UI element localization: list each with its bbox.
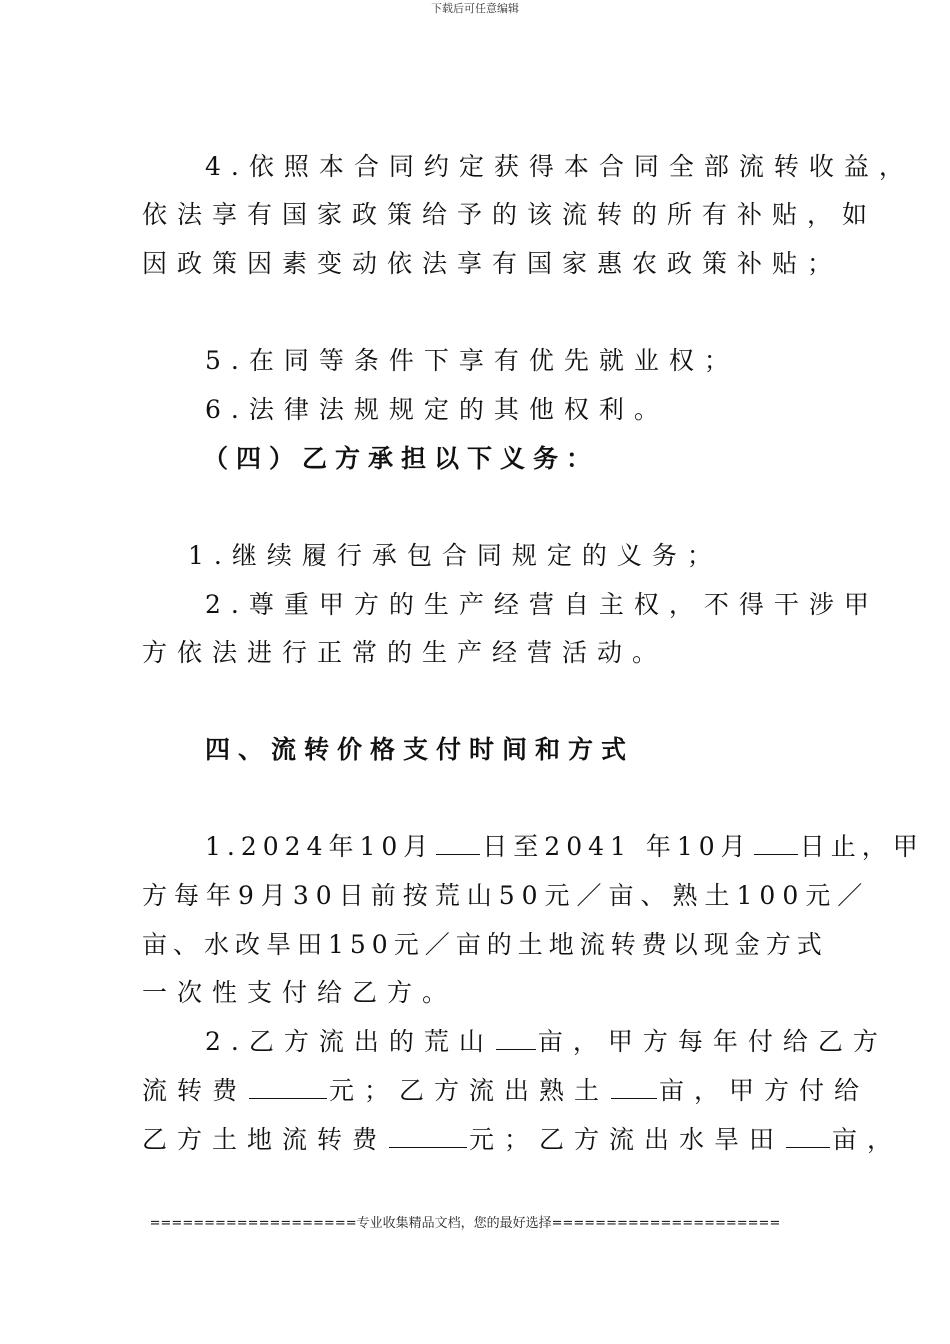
payment-1-line-3: 亩、水改旱田150元／亩的土地流转费以现金方式 (142, 930, 828, 959)
payment-2-text-g: 元；乙方流出水旱田 (469, 1125, 785, 1154)
blank-barren-area (496, 1027, 536, 1050)
payment-2-text-b: 亩，甲方每年付给乙方 (537, 1027, 888, 1056)
payment-2-line-2 (142, 1076, 869, 1106)
blank-paddy-area (786, 1125, 830, 1148)
payment-2-text-f: 乙方土地流转费 (142, 1125, 388, 1154)
paragraph-4-line-3: 因政策因素变动依法享有国家惠农政策补贴； (142, 249, 843, 278)
payment-1-text-b: 日至2041 年10月 (482, 832, 752, 861)
paragraph-4-line-2: 依法享有国家政策给予的该流转的所有补贴，如 (142, 200, 878, 229)
blank-cultivated-fee (389, 1125, 467, 1148)
paragraph-6: 6.法律法规规定的其他权利。 (205, 395, 669, 424)
payment-1-text-a: 1.2024年10月 (205, 832, 435, 861)
payment-2-text-h: 亩， (832, 1125, 903, 1154)
footer-note: ===================专业收集精品文档，您的最好选择===================== (149, 1216, 781, 1231)
section-4-heading: 四、流转价格支付时间和方式 (205, 735, 635, 764)
blank-cultivated-area (611, 1076, 657, 1099)
payment-1-text-c: 日止，甲 (799, 832, 924, 861)
subsection-4-heading: （四）乙方承担以下义务： (203, 444, 600, 473)
paragraph-5: 5.在同等条件下享有优先就业权； (205, 346, 739, 375)
header-note: 下载后可任意编辑 (431, 2, 519, 15)
payment-1-line-2: 方每年9月30日前按荒山50元／亩、熟土100元／ (142, 881, 870, 910)
obligation-2-line-2: 方依法进行正常的生产经营活动。 (142, 638, 668, 667)
payment-2-text-c: 流转费 (142, 1076, 248, 1105)
obligation-2-line-1: 2.尊重甲方的生产经营自主权，不得干涉甲 (205, 590, 879, 619)
blank-day-end (754, 832, 798, 855)
blank-day-start (436, 832, 480, 855)
payment-2-line-1 (205, 1027, 888, 1057)
payment-1-line-1 (205, 832, 924, 862)
payment-2-text-e: 亩，甲方付给 (659, 1076, 870, 1105)
payment-2-text-a: 2.乙方流出的荒山 (205, 1027, 494, 1056)
paragraph-4-line-1: 4.依照本合同约定获得本合同全部流转收益， (205, 152, 914, 181)
blank-barren-fee (249, 1076, 327, 1099)
payment-2-text-d: 元；乙方流出熟土 (329, 1076, 610, 1105)
payment-1-line-4: 一次性支付给乙方。 (142, 978, 458, 1007)
obligation-1: 1.继续履行承包合同规定的义务； (188, 541, 722, 570)
payment-2-line-3 (142, 1125, 902, 1155)
